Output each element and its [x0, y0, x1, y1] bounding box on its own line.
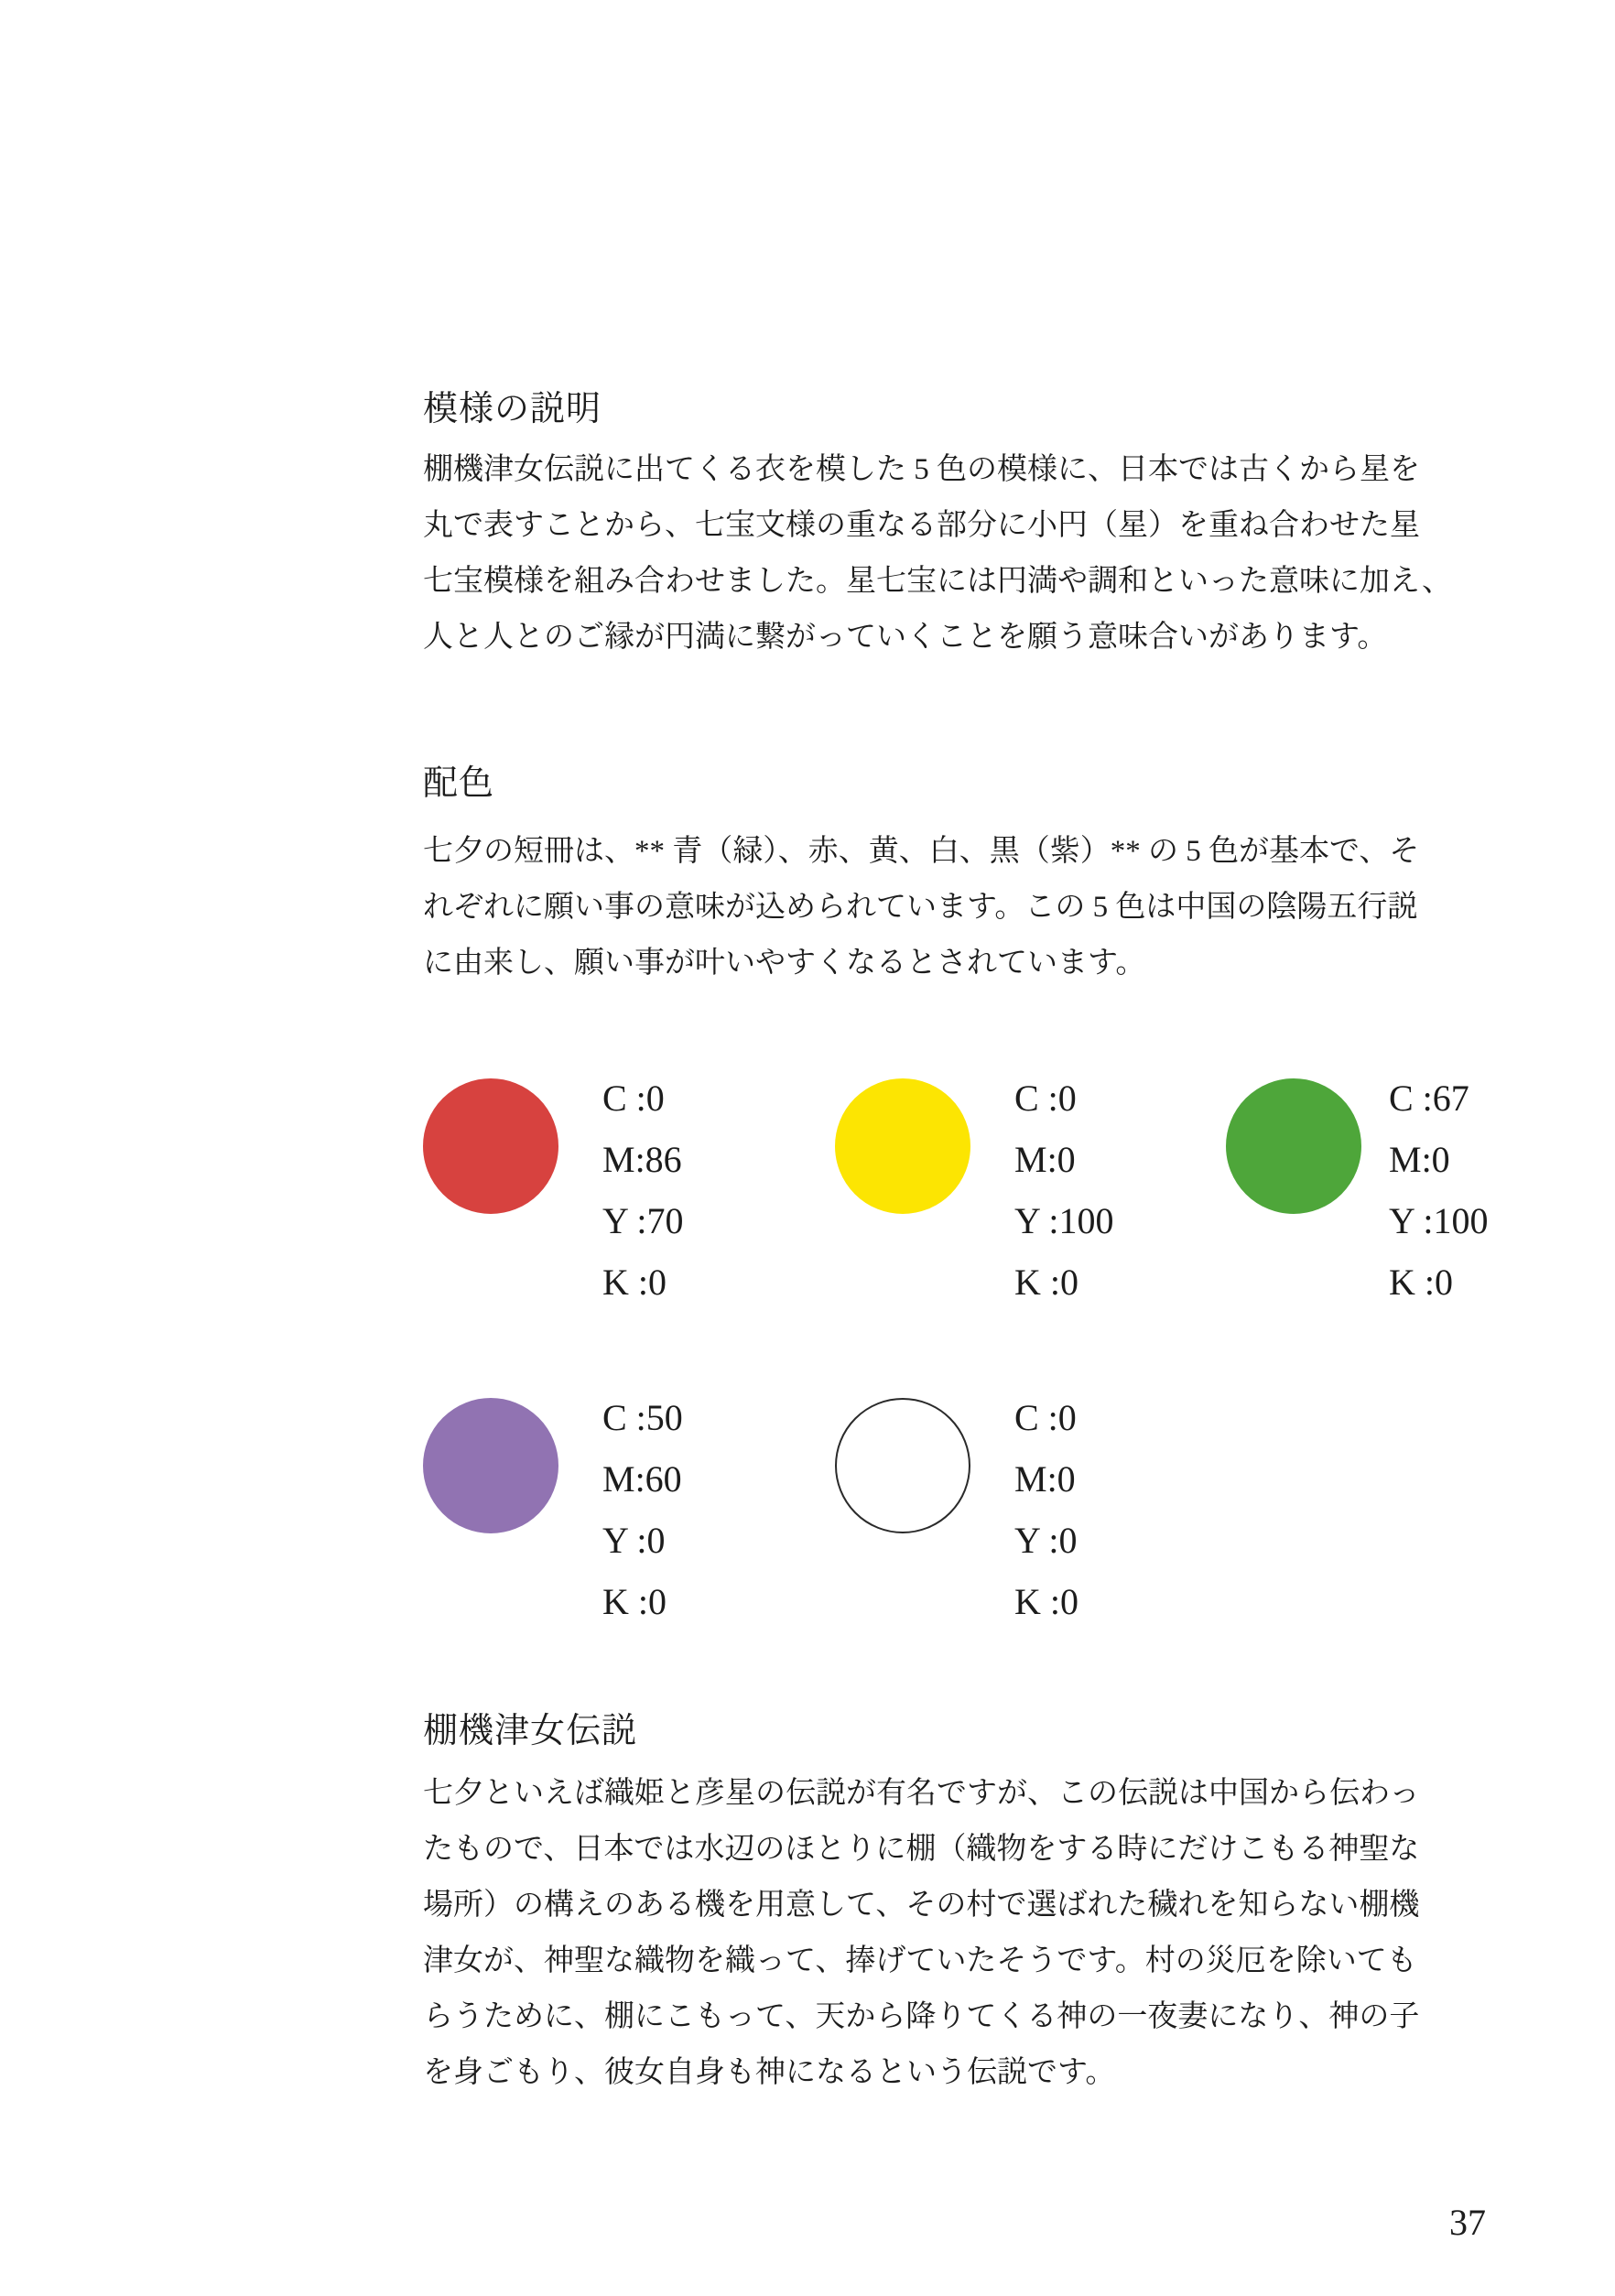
- cmyk-k: K :0: [1014, 1581, 1078, 1622]
- text-line: 七夕の短冊は、** 青（緑）、赤、黄、白、黒（紫）** の 5 色が基本で、そ: [423, 835, 1420, 868]
- page-number: 37: [1449, 2202, 1486, 2243]
- cmyk-y: Y :100: [1014, 1200, 1114, 1241]
- cmyk-c: C :67: [1389, 1078, 1469, 1119]
- cmyk-k: K :0: [602, 1262, 667, 1303]
- green-color-circle: [1226, 1078, 1361, 1214]
- cmyk-m: M:0: [1014, 1458, 1076, 1500]
- swatch-red: [423, 1078, 826, 1353]
- cmyk-m: M:0: [1014, 1139, 1076, 1180]
- swatch-green: [1226, 1078, 1615, 1353]
- text-line: 七宝模様を組み合わせました。星七宝には円満や調和といった意味に加え、: [423, 565, 1452, 598]
- text-line: 丸で表すことから、七宝文様の重なる部分に小円（星）を重ね合わせた星: [423, 509, 1420, 542]
- text-line: 津女が、神聖な織物を織って、捧げていたそうです。村の災厄を除いても: [423, 1944, 1417, 1977]
- cmyk-c: C :0: [1014, 1078, 1077, 1119]
- cmyk-k: K :0: [1389, 1262, 1453, 1303]
- cmyk-m: M:0: [1389, 1139, 1450, 1180]
- swatch-yellow: [835, 1078, 1238, 1353]
- paragraph-pattern: [423, 442, 1452, 666]
- text-line: を身ごもり、彼女自身も神になるという伝説です。: [423, 2056, 1116, 2089]
- cmyk-y: Y :0: [1014, 1520, 1078, 1561]
- paragraph-legend: [423, 1766, 1420, 2101]
- section-heading-colors: 配色: [423, 764, 495, 803]
- section-heading-legend: 棚機津女伝説: [423, 1712, 638, 1750]
- section-heading-pattern: 模様の説明: [423, 390, 602, 428]
- cmyk-values-red: [602, 1067, 684, 1313]
- cmyk-y: Y :0: [602, 1520, 666, 1561]
- cmyk-values-white: [1014, 1387, 1078, 1632]
- text-line: れぞれに願い事の意味が込められています。この 5 色は中国の陰陽五行説: [423, 891, 1418, 924]
- cmyk-m: M:86: [602, 1139, 682, 1180]
- cmyk-k: K :0: [602, 1581, 667, 1622]
- text-line: 人と人とのご縁が円満に繋がっていくことを願う意味合いがあります。: [423, 621, 1388, 654]
- swatch-white: [835, 1398, 1238, 1673]
- cmyk-values-green: [1389, 1067, 1489, 1313]
- purple-color-circle: [423, 1398, 558, 1533]
- yellow-color-circle: [835, 1078, 970, 1214]
- white-color-circle: [835, 1398, 970, 1533]
- paragraph-colors: [423, 824, 1420, 991]
- text-line: たもので、日本では水辺のほとりに棚（織物をする時にだけこもる神聖な: [423, 1833, 1420, 1866]
- cmyk-c: C :0: [602, 1078, 665, 1119]
- cmyk-y: Y :70: [602, 1200, 684, 1241]
- swatch-purple: [423, 1398, 826, 1673]
- text-line: 棚機津女伝説に出てくる衣を模した 5 色の模様に、日本では古くから星を: [423, 453, 1420, 486]
- text-line: に由来し、願い事が叶いやすくなるとされています。: [423, 947, 1146, 980]
- cmyk-k: K :0: [1014, 1262, 1078, 1303]
- text-line: 七夕といえば織姫と彦星の伝説が有名ですが、この伝説は中国から伝わっ: [423, 1777, 1420, 1810]
- cmyk-y: Y :100: [1389, 1200, 1489, 1241]
- text-line: らうために、棚にこもって、天から降りてくる神の一夜妻になり、神の子: [423, 2000, 1420, 2033]
- cmyk-c: C :0: [1014, 1397, 1077, 1438]
- red-color-circle: [423, 1078, 558, 1214]
- cmyk-values-yellow: [1014, 1067, 1114, 1313]
- text-line: 場所）の構えのある機を用意して、その村で選ばれた穢れを知らない棚機: [423, 1889, 1420, 1922]
- cmyk-m: M:60: [602, 1458, 682, 1500]
- cmyk-values-purple: [602, 1387, 683, 1632]
- cmyk-c: C :50: [602, 1397, 683, 1438]
